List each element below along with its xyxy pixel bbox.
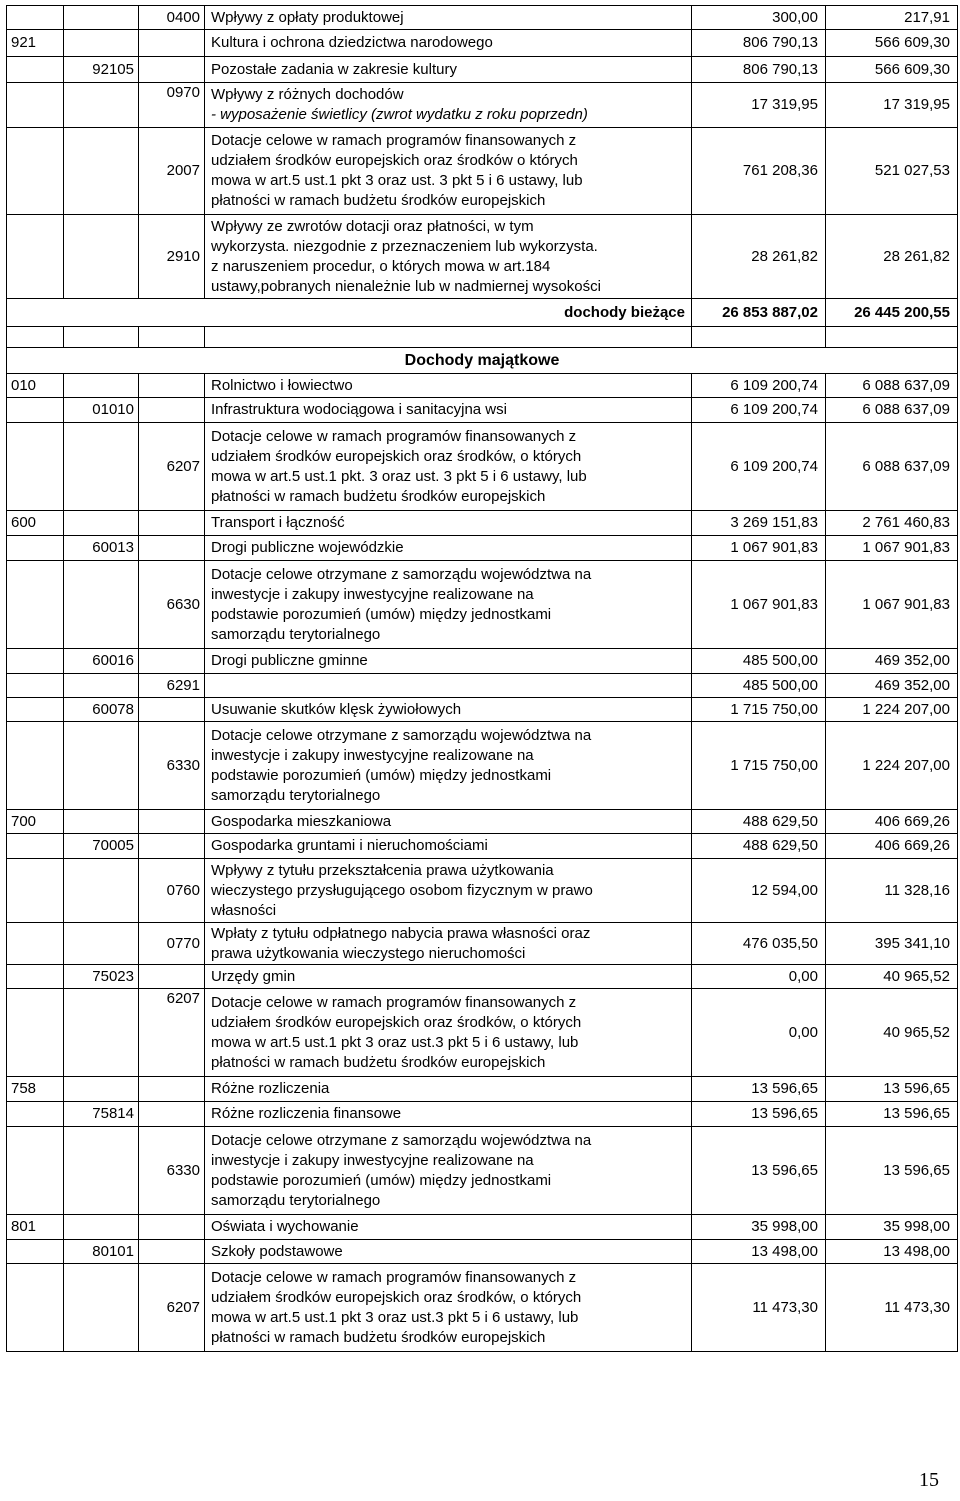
name-line: inwestycje i zakupy inwestycyjne realizowane na xyxy=(211,1151,534,1169)
name-line: Dotacje celowe otrzymane z samorządu województwa na xyxy=(211,1131,592,1149)
rozdzial-cell: 60013 xyxy=(64,536,139,561)
plan-cell: 6 109 200,74 xyxy=(692,398,826,423)
total-wykonanie: 26 445 200,55 xyxy=(826,299,958,327)
name-cell xyxy=(205,810,692,834)
name-line: Dotacje celowe w ramach programów finansowanych z xyxy=(211,427,577,445)
table-row xyxy=(7,1102,958,1127)
rozdzial-cell: 75814 xyxy=(64,1102,139,1127)
table-row xyxy=(7,215,958,299)
wykonanie-cell: 395 341,10 xyxy=(826,923,958,965)
budget-table xyxy=(6,5,958,1352)
wykonanie-cell: 469 352,00 xyxy=(826,649,958,674)
name-line: udziałem środków europejskich oraz środków, o których xyxy=(211,1288,582,1306)
rozdzial-cell xyxy=(64,1215,139,1240)
dzial-cell xyxy=(7,989,64,1077)
dzial-cell xyxy=(7,1240,64,1264)
section-header-row xyxy=(7,348,958,374)
name-line: ustawy,pobranych nienależnie lub w nadmiernej wysokości xyxy=(211,277,601,295)
table-row xyxy=(7,989,958,1077)
dzial-cell xyxy=(7,398,64,423)
name-line: inwestycje i zakupy inwestycyjne realizowane na xyxy=(211,585,534,603)
name-cell xyxy=(205,722,692,810)
wykonanie-cell: 6 088 637,09 xyxy=(826,398,958,423)
dzial-cell xyxy=(7,674,64,698)
dzial-cell: 921 xyxy=(7,30,64,57)
dzial-cell xyxy=(7,6,64,30)
wykonanie-cell: 13 596,65 xyxy=(826,1077,958,1102)
name-line: Oświata i wychowanie xyxy=(211,1218,359,1235)
wykonanie-cell: 521 027,53 xyxy=(826,128,958,215)
table-row xyxy=(7,1127,958,1215)
wykonanie-cell: 6 088 637,09 xyxy=(826,374,958,398)
name-line: Dotacje celowe w ramach programów finansowanych z xyxy=(211,132,577,149)
paragraf-cell xyxy=(139,965,205,989)
dzial-cell: 801 xyxy=(7,1215,64,1240)
spacer-cell xyxy=(205,327,692,348)
name-cell xyxy=(205,698,692,722)
plan-cell: 13 596,65 xyxy=(692,1127,826,1215)
paragraf-cell: 0760 xyxy=(139,859,205,923)
spacer-cell xyxy=(139,327,205,348)
name-cell xyxy=(205,1240,692,1264)
wykonanie-cell: 566 609,30 xyxy=(826,57,958,83)
plan-cell: 0,00 xyxy=(692,965,826,989)
wykonanie-cell: 1 067 901,83 xyxy=(826,536,958,561)
name-cell xyxy=(205,561,692,649)
spacer-cell xyxy=(826,327,958,348)
plan-cell: 1 067 901,83 xyxy=(692,536,826,561)
section-title: Dochody majątkowe xyxy=(7,348,958,374)
table-row xyxy=(7,1215,958,1240)
name-line-note: - wyposażenie świetlicy (zwrot wydatku z roku poprzedn) xyxy=(211,106,588,123)
name-line: płatności w ramach budżetu środków europejskich xyxy=(211,1328,546,1346)
name-line: Urzędy gmin xyxy=(211,967,296,985)
table-row xyxy=(7,674,958,698)
spacer-cell xyxy=(692,327,826,348)
name-line: z naruszeniem procedur, o których mowa w art.184 xyxy=(211,257,551,275)
wykonanie-cell: 406 669,26 xyxy=(826,834,958,859)
plan-cell: 488 629,50 xyxy=(692,834,826,859)
dzial-cell: 010 xyxy=(7,374,64,398)
wykonanie-cell: 566 609,30 xyxy=(826,30,958,57)
name-line: samorządu terytorialnego xyxy=(211,786,381,804)
rozdzial-cell xyxy=(64,128,139,215)
table-row xyxy=(7,128,958,215)
table-row xyxy=(7,834,958,859)
name-cell xyxy=(205,989,692,1077)
wykonanie-cell: 13 498,00 xyxy=(826,1240,958,1264)
paragraf-cell: 2910 xyxy=(139,215,205,299)
dzial-cell xyxy=(7,965,64,989)
rozdzial-cell xyxy=(64,374,139,398)
paragraf-cell: 6207 xyxy=(139,1264,205,1352)
table-row xyxy=(7,698,958,722)
name-line: inwestycje i zakupy inwestycyjne realizowane na xyxy=(211,746,534,764)
plan-cell: 1 715 750,00 xyxy=(692,698,826,722)
dzial-cell xyxy=(7,859,64,923)
dzial-cell xyxy=(7,128,64,215)
rozdzial-cell xyxy=(64,511,139,536)
wykonanie-cell: 406 669,26 xyxy=(826,810,958,834)
rozdzial-cell xyxy=(64,423,139,511)
plan-cell: 3 269 151,83 xyxy=(692,511,826,536)
name-line: Dotacje celowe w ramach programów finansowanych z xyxy=(211,1268,577,1286)
plan-cell: 300,00 xyxy=(692,6,826,30)
name-line: Dotacje celowe w ramach programów finansowanych z xyxy=(211,993,577,1011)
plan-cell: 6 109 200,74 xyxy=(692,374,826,398)
table-row xyxy=(7,536,958,561)
table-row xyxy=(7,649,958,674)
dzial-cell xyxy=(7,83,64,128)
rozdzial-cell: 60016 xyxy=(64,649,139,674)
rozdzial-cell: 60078 xyxy=(64,698,139,722)
rozdzial-cell xyxy=(64,722,139,810)
table-row xyxy=(7,398,958,423)
paragraf-cell: 6630 xyxy=(139,561,205,649)
total-label: dochody bieżące xyxy=(7,299,692,327)
table-row xyxy=(7,374,958,398)
paragraf-cell: 0400 xyxy=(139,6,205,30)
name-cell xyxy=(205,1102,692,1127)
spacer-row xyxy=(7,327,958,348)
wykonanie-cell: 40 965,52 xyxy=(826,989,958,1077)
name-cell: Wpływy z opłaty produktowej xyxy=(205,6,692,30)
paragraf-cell: 0770 xyxy=(139,923,205,965)
table-row xyxy=(7,83,958,128)
plan-cell: 806 790,13 xyxy=(692,30,826,57)
plan-cell: 28 261,82 xyxy=(692,215,826,299)
plan-cell: 761 208,36 xyxy=(692,128,826,215)
name-cell xyxy=(205,674,692,698)
name-cell xyxy=(205,423,692,511)
plan-cell: 35 998,00 xyxy=(692,1215,826,1240)
plan-cell: 0,00 xyxy=(692,989,826,1077)
rozdzial-cell xyxy=(64,30,139,57)
paragraf-cell xyxy=(139,511,205,536)
paragraf-cell xyxy=(139,1102,205,1127)
wykonanie-cell: 13 596,65 xyxy=(826,1127,958,1215)
paragraf-cell xyxy=(139,30,205,57)
rozdzial-cell xyxy=(64,810,139,834)
name-cell xyxy=(205,398,692,423)
dzial-cell xyxy=(7,1264,64,1352)
dzial-cell xyxy=(7,1102,64,1127)
name-line: udziałem środków europejskich oraz środków, o których xyxy=(211,1013,582,1031)
name-line: Różne rozliczenia xyxy=(211,1080,330,1097)
table-row xyxy=(7,923,958,965)
dzial-cell xyxy=(7,698,64,722)
name-line: podstawie porozumień (umów) między jednostkami xyxy=(211,605,552,623)
rozdzial-cell: 92105 xyxy=(64,57,139,83)
name-cell xyxy=(205,1264,692,1352)
wykonanie-cell: 1 224 207,00 xyxy=(826,698,958,722)
name-line: Usuwanie skutków klęsk żywiołowych xyxy=(211,700,462,718)
plan-cell: 17 319,95 xyxy=(692,83,826,128)
name-cell xyxy=(205,1215,692,1240)
name-line: Dotacje celowe otrzymane z samorządu województwa na xyxy=(211,726,592,744)
wykonanie-cell: 469 352,00 xyxy=(826,674,958,698)
name-line: Różne rozliczenia finansowe xyxy=(211,1105,402,1122)
name-line: udziałem środków europejskich oraz środków o których xyxy=(211,152,578,169)
name-line: własności xyxy=(211,901,277,919)
wykonanie-cell: 217,91 xyxy=(826,6,958,30)
rozdzial-cell: 80101 xyxy=(64,1240,139,1264)
dzial-cell xyxy=(7,722,64,810)
name-line: Dotacje celowe otrzymane z samorządu województwa na xyxy=(211,565,592,583)
name-line: Gospodarka mieszkaniowa xyxy=(211,812,392,830)
rozdzial-cell xyxy=(64,989,139,1077)
name-line: prawa użytkowania wieczystego nieruchomości xyxy=(211,944,526,962)
paragraf-cell xyxy=(139,698,205,722)
table-row xyxy=(7,1077,958,1102)
name-line: Gospodarka gruntami i nieruchomościami xyxy=(211,837,488,854)
table-row xyxy=(7,57,958,83)
rozdzial-cell: 75023 xyxy=(64,965,139,989)
name-line: wykorzysta. niezgodnie z przeznaczeniem lub wykorzysta. xyxy=(211,237,598,255)
total-plan: 26 853 887,02 xyxy=(692,299,826,327)
name-line: Wpływy z różnych dochodów xyxy=(211,86,404,103)
paragraf-cell xyxy=(139,398,205,423)
name-cell xyxy=(205,511,692,536)
page-number: 15 xyxy=(919,1469,939,1491)
name-cell xyxy=(205,83,692,128)
name-line: Rolnictwo i łowiectwo xyxy=(211,376,353,394)
name-cell xyxy=(205,1077,692,1102)
table-row xyxy=(7,1240,958,1264)
rozdzial-cell xyxy=(64,859,139,923)
plan-cell: 1 715 750,00 xyxy=(692,722,826,810)
paragraf-cell: 6207 xyxy=(139,423,205,511)
wykonanie-cell: 6 088 637,09 xyxy=(826,423,958,511)
dzial-cell: 758 xyxy=(7,1077,64,1102)
wykonanie-cell: 13 596,65 xyxy=(826,1102,958,1127)
paragraf-cell: 0970 xyxy=(139,83,205,128)
table-row xyxy=(7,561,958,649)
paragraf-cell xyxy=(139,1240,205,1264)
dzial-cell xyxy=(7,561,64,649)
rozdzial-cell xyxy=(64,1264,139,1352)
table-row xyxy=(7,30,958,57)
name-line: Drogi publiczne wojewódzkie xyxy=(211,539,404,556)
name-line: podstawie porozumień (umów) między jednostkami xyxy=(211,766,552,784)
wykonanie-cell: 11 473,30 xyxy=(826,1264,958,1352)
name-line: Infrastruktura wodociągowa i sanitacyjna wsi xyxy=(211,401,507,418)
wykonanie-cell: 11 328,16 xyxy=(826,859,958,923)
rozdzial-cell xyxy=(64,561,139,649)
wykonanie-cell: 40 965,52 xyxy=(826,965,958,989)
table-row xyxy=(7,6,958,30)
rozdzial-cell xyxy=(64,6,139,30)
name-cell: Kultura i ochrona dziedzictwa narodowego xyxy=(205,30,692,57)
table-row xyxy=(7,859,958,923)
name-cell xyxy=(205,834,692,859)
plan-cell: 11 473,30 xyxy=(692,1264,826,1352)
name-line: samorządu terytorialnego xyxy=(211,625,381,643)
wykonanie-cell: 1 224 207,00 xyxy=(826,722,958,810)
dzial-cell xyxy=(7,57,64,83)
paragraf-cell: 6330 xyxy=(139,1127,205,1215)
name-line: samorządu terytorialnego xyxy=(211,1191,381,1209)
name-line: podstawie porozumień (umów) między jednostkami xyxy=(211,1171,552,1189)
dzial-cell xyxy=(7,649,64,674)
name-line: mowa w art.5 ust.1 pkt 3 oraz ust.3 pkt 5 i 6 ustawy, lub xyxy=(211,1308,579,1326)
dzial-cell xyxy=(7,834,64,859)
rozdzial-cell xyxy=(64,923,139,965)
dzial-cell xyxy=(7,215,64,299)
table-row xyxy=(7,722,958,810)
plan-cell: 485 500,00 xyxy=(692,674,826,698)
paragraf-cell xyxy=(139,374,205,398)
name-line: mowa w art.5 ust.1 pkt 3 oraz ust.3 pkt 5 i 6 ustawy, lub xyxy=(211,1033,579,1051)
spacer-cell xyxy=(64,327,139,348)
plan-cell: 488 629,50 xyxy=(692,810,826,834)
plan-cell: 12 594,00 xyxy=(692,859,826,923)
paragraf-cell: 6330 xyxy=(139,722,205,810)
rozdzial-cell: 70005 xyxy=(64,834,139,859)
name-line: Wpłaty z tytułu odpłatnego nabycia prawa własności oraz xyxy=(211,924,591,942)
paragraf-cell xyxy=(139,57,205,83)
name-line: płatności w ramach budżetu środków europejskich xyxy=(211,192,546,209)
paragraf-cell xyxy=(139,1215,205,1240)
dzial-cell xyxy=(7,423,64,511)
name-line: Wpływy ze zwrotów dotacji oraz płatności, w tym xyxy=(211,217,534,235)
dzial-cell: 600 xyxy=(7,511,64,536)
paragraf-cell xyxy=(139,1077,205,1102)
rozdzial-cell xyxy=(64,83,139,128)
name-cell xyxy=(205,374,692,398)
name-line: płatności w ramach budżetu środków europejskich xyxy=(211,1053,546,1071)
name-cell xyxy=(205,859,692,923)
name-cell xyxy=(205,536,692,561)
wykonanie-cell: 35 998,00 xyxy=(826,1215,958,1240)
paragraf-cell xyxy=(139,536,205,561)
dzial-cell xyxy=(7,536,64,561)
wykonanie-cell: 17 319,95 xyxy=(826,83,958,128)
wykonanie-cell: 1 067 901,83 xyxy=(826,561,958,649)
table-row xyxy=(7,423,958,511)
name-line: Wpływy z tytułu przekształcenia prawa użytkowania xyxy=(211,861,554,879)
paragraf-cell: 6207 xyxy=(139,989,205,1077)
table-row xyxy=(7,810,958,834)
name-line: płatności w ramach budżetu środków europejskich xyxy=(211,487,546,505)
total-row xyxy=(7,299,958,327)
name-line: Transport i łączność xyxy=(211,514,345,531)
spacer-cell xyxy=(7,327,64,348)
paragraf-cell xyxy=(139,810,205,834)
name-cell xyxy=(205,215,692,299)
plan-cell: 13 596,65 xyxy=(692,1102,826,1127)
name-line: udziałem środków europejskich oraz środków, o których xyxy=(211,447,582,465)
name-line: mowa w art.5 ust.1 pkt. 3 oraz ust. 3 pkt 5 i 6 ustawy, lub xyxy=(211,467,587,485)
table-row xyxy=(7,965,958,989)
paragraf-cell: 6291 xyxy=(139,674,205,698)
plan-cell: 1 067 901,83 xyxy=(692,561,826,649)
rozdzial-cell xyxy=(64,674,139,698)
name-line: Szkoły podstawowe xyxy=(211,1242,343,1260)
table-row xyxy=(7,511,958,536)
name-cell xyxy=(205,128,692,215)
wykonanie-cell: 28 261,82 xyxy=(826,215,958,299)
table-row xyxy=(7,1264,958,1352)
name-cell xyxy=(205,1127,692,1215)
paragraf-cell xyxy=(139,649,205,674)
plan-cell: 13 498,00 xyxy=(692,1240,826,1264)
name-line: Drogi publiczne gminne xyxy=(211,652,368,669)
plan-cell: 13 596,65 xyxy=(692,1077,826,1102)
name-cell xyxy=(205,923,692,965)
rozdzial-cell xyxy=(64,215,139,299)
rozdzial-cell xyxy=(64,1127,139,1215)
name-cell xyxy=(205,649,692,674)
plan-cell: 806 790,13 xyxy=(692,57,826,83)
dzial-cell xyxy=(7,1127,64,1215)
paragraf-cell: 2007 xyxy=(139,128,205,215)
dzial-cell xyxy=(7,923,64,965)
wykonanie-cell: 2 761 460,83 xyxy=(826,511,958,536)
name-line: mowa w art.5 ust.1 pkt 3 oraz ust. 3 pkt 5 i 6 ustawy, lub xyxy=(211,172,583,189)
name-line: wieczystego przysługującego osobom fizycznym w prawo xyxy=(211,881,593,899)
paragraf-cell xyxy=(139,834,205,859)
name-cell: Pozostałe zadania w zakresie kultury xyxy=(205,57,692,83)
name-cell xyxy=(205,965,692,989)
rozdzial-cell xyxy=(64,1077,139,1102)
plan-cell: 485 500,00 xyxy=(692,649,826,674)
plan-cell: 6 109 200,74 xyxy=(692,423,826,511)
dzial-cell: 700 xyxy=(7,810,64,834)
plan-cell: 476 035,50 xyxy=(692,923,826,965)
rozdzial-cell: 01010 xyxy=(64,398,139,423)
